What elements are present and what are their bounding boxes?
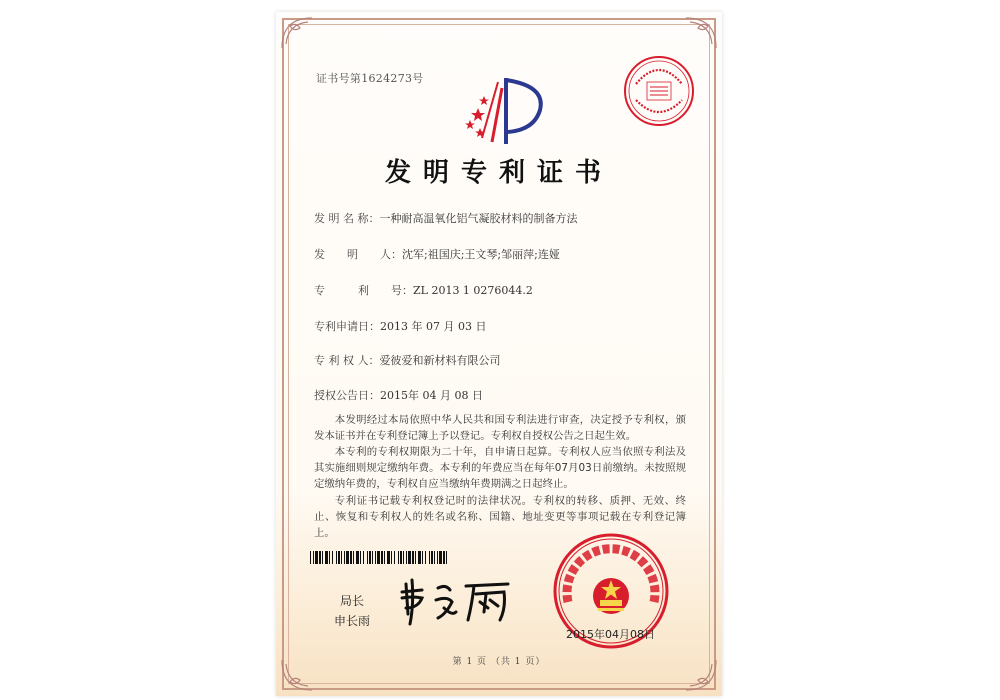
seal-date: 2015年04月08日 [566, 628, 655, 641]
corner-ornament-top-left [280, 16, 314, 50]
field-inventors [314, 246, 560, 262]
field-invention-name [314, 210, 578, 226]
paragraph-grant: 本发明经过本局依照中华人民共和国专利法进行审查，决定授予专利权，颁发本证书并在专利登记簿上予以登记。专利权自授权公告之日起生效。 [314, 414, 686, 443]
field-value: ZL 2013 1 0276044.2 [413, 284, 533, 297]
field-label: 专 利 号： [314, 284, 413, 297]
certificate-title: 发明专利证书 [384, 158, 613, 188]
field-value: 2013 年 07 月 03 日 [380, 320, 487, 333]
field-grant-date [314, 387, 483, 403]
patent-office-logo [454, 72, 554, 148]
signatory-name: 申长雨 [334, 614, 371, 628]
page-number: 第 1 页 （共 1 页） [452, 657, 546, 667]
barcode [310, 549, 450, 562]
certificate-number: 证书号第1624273号 [316, 72, 424, 85]
field-application-date [314, 318, 486, 334]
field-patent-number [314, 282, 533, 298]
field-value: 2015年 04 月 08 日 [380, 389, 483, 402]
signatory-title: 局长 [340, 594, 365, 608]
field-label: 专利申请日： [314, 320, 380, 333]
field-label: 发 明 名 称： [314, 212, 380, 225]
field-label: 发 明 人： [314, 248, 402, 261]
field-value: 一种耐高温氧化铝气凝胶材料的制备方法 [379, 212, 578, 225]
field-value: 爱彼爱和新材料有限公司 [379, 354, 501, 367]
registration-seal-stamp [622, 54, 696, 128]
paragraph-legal-status: 专利证书记载专利权登记时的法律状况。专利权的转移、质押、无效、终止、恢复和专利权人的姓名或名称、国籍、地址变更等事项记载在专利登记簿上。 [314, 495, 686, 540]
paragraph-term: 本专利的专利权期限为二十年，自申请日起算。专利权人应当依照专利法及其实施细则规定缴纳年费。本专利的年费应当在每年07月03日前缴纳。未按照规定缴纳年费的，专利权自应当缴纳年费期满之日起终止。 [314, 446, 686, 491]
handwritten-signature [396, 574, 514, 628]
field-patentee [314, 352, 501, 368]
certificate-sheet [276, 12, 722, 696]
field-label: 授权公告日： [314, 389, 380, 402]
field-value: 沈军;祖国庆;王文琴;邹丽萍;连娅 [402, 248, 560, 261]
field-label: 专 利 权 人： [314, 354, 380, 367]
corner-ornament-top-right [684, 16, 718, 50]
